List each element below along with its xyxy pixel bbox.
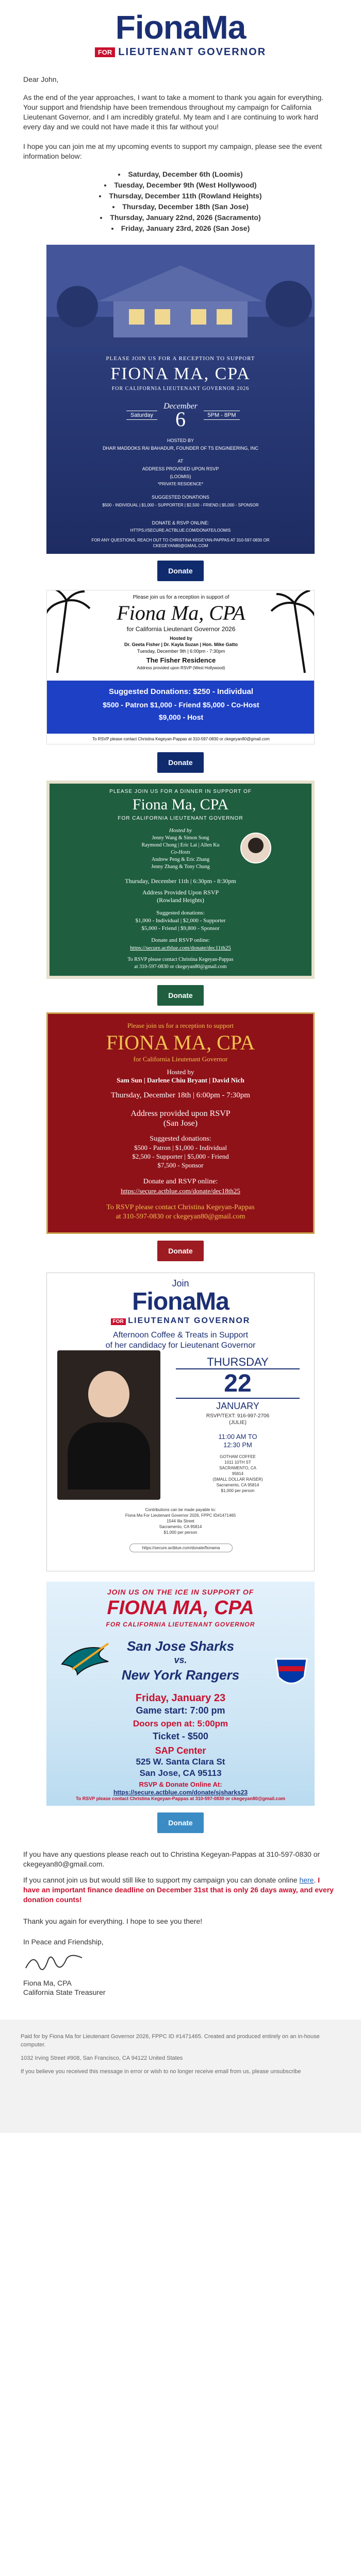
flyer4-office: for California Lieutenant Governor: [133, 1055, 228, 1063]
flyer3-host-line: Jenny Wang & Simon Song: [152, 835, 209, 841]
flyer5-time1: 11:00 AM TO: [218, 1433, 257, 1440]
flyer3-datetime: Thursday, December 11th | 6:30pm - 8:30pm: [125, 877, 236, 885]
flyer3-name: Fiona Ma, CPA: [132, 796, 229, 813]
flyer4-levels-label: Suggested donations:: [150, 1135, 211, 1143]
flyer2-hosted-by: Hosted by: [170, 636, 192, 641]
flyer6-rsvp-label: RSVP & Donate Online At:: [139, 1781, 222, 1788]
donate-here-link[interactable]: here: [299, 1876, 314, 1884]
signoff-text: In Peace and Friendship,: [23, 1938, 104, 1946]
event-item: • Thursday, December 11th (Rowland Heights): [0, 191, 361, 201]
flyer6-invite: JOIN US ON THE ICE IN SUPPORT OF: [107, 1588, 254, 1596]
flyer6-contact2: 310-597-0830 or ckegeyan80@gmail.com: [195, 1796, 286, 1801]
flyer4-hosted-by: Hosted by: [167, 1068, 194, 1076]
flyer5-contrib: Contributions can be made payable to:: [145, 1507, 216, 1512]
cannot-join-pre: If you cannot join us but would still like to support my campaign you can donate online: [23, 1876, 300, 1884]
flyer2-address: Address provided upon RSVP (West Hollywood): [137, 666, 225, 670]
logo-for-badge: FOR: [95, 47, 115, 57]
flyer4-invite: Please join us for a reception to support: [127, 1022, 234, 1029]
flyer-sacramento: [46, 1273, 315, 1571]
flyer4-levels2: $2,500 - Supporter | $5,000 - Friend: [132, 1153, 229, 1160]
flyer2-donation-line3: $9,000 - Host: [158, 713, 204, 721]
flyer3-host-line: Andrew Peng & Eric Zhang: [151, 857, 210, 862]
flyer4-name: FIONA MA, CPA: [106, 1031, 255, 1054]
flyer-west-hollywood: [46, 590, 315, 744]
flyer1-day: 6: [175, 408, 186, 431]
flyer3-host-line: Raymond Chong | Eric Lai | Allen Ku: [141, 842, 220, 848]
greeting: Dear John,: [23, 75, 59, 83]
flyer2-rsvp: To RSVP please contact Christina Kegeyan-Pappas at 310-597-0830 or ckegeyan80@gmail.com: [47, 734, 315, 744]
event-item: • Friday, January 23rd, 2026 (San Jose): [0, 223, 361, 234]
flyer1-contact: FOR ANY QUESTIONS, REACH OUT TO CHRISTINA KEGEYAN-PAPPAS AT 310-597-0830 OR CKEGEYAN80@GMAIL.COM: [91, 538, 270, 548]
flyer1-at: AT: [177, 459, 184, 464]
flyer2-donations-line1-wrap: [47, 687, 315, 696]
flyer1-rsvp-label: DONATE & RSVP ONLINE:: [152, 520, 209, 526]
signature-name: Fiona Ma, CPA: [23, 1979, 72, 1987]
flyer2-invite: Please join us for a reception in support of: [133, 595, 229, 600]
flyer1-month: December: [163, 402, 198, 411]
flyer1-address1: ADDRESS PROVIDED UPON RSVP: [142, 466, 219, 471]
flyer5-contrib4: Sacramento, CA 95814: [159, 1524, 202, 1529]
flyer1-name: FIONA MA, CPA: [110, 364, 251, 383]
flyer6-venue: SAP Center: [155, 1745, 206, 1756]
flyer4-contact2: at 310-597-0830 or ckegeyan80@gmail.com: [116, 1213, 245, 1221]
flyer2-donation-line1: $250 - Individual: [193, 687, 254, 696]
flyer3-address2: (Rowland Heights): [157, 896, 204, 904]
event-item: • Thursday, December 18th (San Jose): [0, 201, 361, 212]
flyer3-levels-label: Suggested donations:: [156, 910, 205, 916]
flyer5-event: Afternoon Coffee & Treats in Support: [112, 1331, 249, 1340]
fiona-portrait: [57, 1350, 160, 1500]
flyer1-host: DHAR MADDOKS RAI BAHADUR, FOUNDER OF TS ENGINEERING, INC: [103, 446, 258, 451]
flyer5-subtitle: [47, 1316, 314, 1326]
flyer1-weekday: Saturday: [126, 411, 157, 420]
email-footer: [0, 2020, 361, 2133]
flyer3-host-line: Jenny Zhang & Tony Chung: [151, 864, 210, 870]
rangers-logo-icon: [273, 1654, 309, 1690]
flyer5-venue1: GOTHAM COFFEE: [220, 1454, 256, 1459]
thanks-text: Thank you again for everything. I hope to see you there!: [23, 1917, 203, 1925]
flyer6-ticket: Ticket - $500: [153, 1731, 208, 1741]
flyer1-address2: (LOOMIS): [170, 474, 191, 479]
flyer1-note: *PRIVATE RESIDENCE*: [157, 482, 204, 486]
donate-button-3[interactable]: Donate: [157, 985, 204, 1006]
flyer5-for: FOR: [111, 1318, 126, 1325]
flyer6-contact: [46, 1796, 315, 1801]
fiona-portrait-avatar: [240, 833, 271, 863]
questions-text: If you have any questions please reach out to Christina Kegeyan-Pappas at 310-597-0830 or ckegeyan80@gmail.com.: [23, 1850, 320, 1868]
flyer6-contact1: To RSVP please contact Christina Kegeyan-Pappas at: [75, 1796, 194, 1801]
flyer5-contrib3: 1544 Illa Street: [167, 1519, 194, 1523]
flyer3-levels2: $5,000 - Friend | $9,800 - Sponsor: [141, 925, 220, 931]
flyer5-venue3: SACRAMENTO, CA: [219, 1466, 256, 1470]
flyer2-name: Fiona Ma, CPA: [117, 601, 245, 624]
flyer4-levels1: $500 - Patron | $1,000 - Individual: [134, 1144, 227, 1151]
flyer3-office: FOR CALIFORNIA LIEUTENANT GOVERNOR: [118, 816, 243, 821]
flyer5-venue5: (SMALL DOLLAR RAISER): [212, 1477, 263, 1482]
flyer5-rsvp: RSVP/TEXT: 916-997-2706: [206, 1413, 270, 1419]
flyer2-donation-line2: $500 - Patron $1,000 - Friend $5,000 - Co-Host: [103, 701, 259, 709]
flyer3-contact2: at 310-597-0830 or ckegeyan80@gmail.com: [134, 964, 227, 970]
flyer5-event2: of her candidacy for Lieutenant Governor: [105, 1341, 256, 1350]
intro-paragraph-1: As the end of the year approaches, I want to take a moment to thank you again for everything. Your support and friendship have been tremendous throughout my campaign for California Lieutenant Governor, and I am incredibly grateful. My team and I are continuing to work hard every day and we could not have made it this far without you!: [23, 93, 324, 131]
intro-paragraph-2: I hope you can join me at my upcoming events to support my campaign, please see the event information below:: [23, 142, 322, 160]
flyer4-address2: (San Jose): [163, 1119, 198, 1128]
flyer-san-jose-december: [46, 1012, 315, 1234]
flyer2-venue: The Fisher Residence: [146, 656, 216, 664]
flyer1-office: FOR CALIFORNIA LIEUTENANT GOVERNOR 2026: [111, 386, 250, 392]
flyer6-team1: San Jose Sharks: [126, 1638, 235, 1654]
flyer1-hosted-label: HOSTED BY: [167, 438, 194, 443]
flyer2-donations-title: Suggested Donations:: [108, 687, 191, 696]
signature-image: [23, 1950, 85, 1976]
event-item: • Thursday, January 22nd, 2026 (Sacramento): [0, 212, 361, 223]
flyer5-name: FionaMa: [132, 1288, 229, 1315]
footer-address: 1032 Irving Street #908, San Francisco, CA 94122 United States: [21, 2055, 183, 2061]
flyer1-levels-label: SUGGESTED DONATIONS: [152, 495, 209, 500]
flyer3-rsvp-link: https://secure.actblue.com/donate/dec11th25: [130, 945, 231, 951]
cannot-join-post: .: [314, 1876, 318, 1884]
flyer5-time2: 12:30 PM: [223, 1441, 252, 1449]
flyer6-vs: vs.: [174, 1655, 187, 1665]
footer-unsubscribe[interactable]: If you believe you received this message in error or wish to no longer receive email from us, please unsubscribe: [21, 2069, 301, 2075]
flyer6-street: 525 W. Santa Clara St: [136, 1757, 225, 1767]
event-item: • Saturday, December 6th (Loomis): [0, 169, 361, 180]
logo-subtitle: [95, 46, 266, 58]
flyer6-game-start: Game start: 7:00 pm: [136, 1705, 225, 1716]
flyer1-levels: $500 - INDIVIDUAL | $1,000 - SUPPORTER | $2,500 - FRIEND | $5,000 - SPONSOR: [102, 503, 259, 507]
flyer3-levels1: $1,000 - Individual | $2,000 - Supporter: [135, 918, 226, 924]
flyer5-contrib5: $1,000 per person: [163, 1530, 198, 1535]
flyer1-rsvp-link: HTTPS://SECURE.ACTBLUE.COM/DONATE/LOOMIS: [130, 528, 231, 533]
flyer4-rsvp-label: Donate and RSVP online:: [143, 1178, 218, 1185]
flyer5-day: 22: [176, 1368, 300, 1399]
flyer1-time: 5PM - 8PM: [204, 411, 240, 420]
flyer5-venue6: Sacramento, CA 95814: [216, 1483, 259, 1487]
flyer3-address1: Address Provided Upon RSVP: [142, 889, 219, 896]
flyer3-invite: PLEASE JOIN US FOR A DINNER IN SUPPORT OF: [109, 789, 252, 794]
flyer5-venue4: 95814: [232, 1471, 244, 1476]
campaign-logo: [0, 9, 361, 58]
flyer-loomis: [46, 245, 315, 554]
flyer5-office: LIEUTENANT GOVERNOR: [128, 1316, 251, 1325]
flyer6-doors: Doors open at: 5:00pm: [133, 1719, 228, 1728]
flyer2-datetime: Tuesday, December 9th | 6:00pm - 7:30pm: [137, 649, 225, 654]
flyer4-hosts: Sam Sun | Darlene Chiu Bryant | David Nich: [117, 1076, 244, 1084]
flyer6-team2: New York Rangers: [121, 1667, 240, 1683]
donate-button-4[interactable]: Donate: [157, 1241, 204, 1261]
flyer4-levels3: $7,500 - Sponsor: [157, 1161, 204, 1169]
flyer5-venue2: 1011 10TH ST: [224, 1460, 251, 1465]
flyer3-rsvp-label: Donate and RSVP online:: [151, 937, 210, 943]
flyer5-month: JANUARY: [216, 1401, 259, 1411]
event-item: • Tuesday, December 9th (West Hollywood): [0, 180, 361, 191]
flyer5-weekday: THURSDAY: [207, 1355, 269, 1368]
flyer6-city: San Jose, CA 95113: [139, 1768, 222, 1778]
flyer4-rsvp-link: https://secure.actblue.com/donate/dec18th25: [121, 1187, 240, 1195]
flyer2-hosts: Dr. Geeta Fisher | Dr. Kayla Suzan | Hon. Mike Gatto: [124, 642, 238, 647]
flyer5-venue7: $1,000 per person: [221, 1488, 255, 1493]
flyer4-address1: Address provided upon RSVP: [130, 1109, 231, 1118]
flyer6-date: Friday, January 23: [135, 1692, 226, 1704]
logo-name: FionaMa: [115, 9, 246, 46]
flyer5-contrib2: Fiona Ma For Lieutenant Governor 2026, FPPC ID#1471465: [125, 1513, 236, 1518]
flyer4-datetime: Thursday, December 18th | 6:00pm - 7:30pm: [111, 1091, 250, 1099]
donate-button-2[interactable]: Donate: [157, 752, 204, 773]
flyer6-office: FOR CALIFORNIA LIEUTENANT GOVERNOR: [106, 1621, 255, 1628]
logo-office: LIEUTENANT GOVERNOR: [118, 46, 267, 58]
donate-button-1[interactable]: Donate: [157, 561, 204, 581]
signature-title: California State Treasurer: [23, 1988, 106, 1996]
flyer3-contact1: To RSVP please contact Christina Kegeyan-Pappas: [127, 957, 234, 962]
cannot-join-text: [23, 1875, 338, 1905]
house-image: [46, 245, 315, 348]
flyer5-rsvp2: (JULIE): [229, 1420, 247, 1426]
footer-paid-for: Paid for by Fiona Ma for Lieutenant Governor 2026, FPPC ID #1471465. Created and produced entirely on an in-house computer.: [21, 2033, 320, 2048]
flyer2-office: for California Lieutenant Governor 2026: [126, 625, 236, 633]
event-list: [0, 169, 361, 234]
flyer5-donate-link: https://secure.actblue.com/donate/fionama: [129, 1544, 233, 1552]
flyer3-host-line: Co-Hosts: [171, 850, 190, 855]
flyer6-name: FIONA MA, CPA: [107, 1597, 254, 1619]
flyer1-invite: PLEASE JOIN US FOR A RECEPTION TO SUPPORT: [106, 355, 255, 362]
flyer3-hosted-by: Hosted by: [169, 827, 192, 834]
finance-deadline-text: I have an important finance deadline on December 31st that is only 26 days away, and every donation counts!: [23, 1876, 334, 1904]
flyer-sharks-game: [46, 1582, 315, 1806]
flyer-rowland-heights: [46, 781, 315, 979]
flyer4-contact1: To RSVP please contact Christina Kegeyan-Pappas: [106, 1204, 255, 1211]
flyer6-rsvp-link: https://secure.actblue.com/donate/sjsharks23: [113, 1789, 248, 1796]
flyer5-join: Join: [172, 1278, 189, 1289]
donate-button-5[interactable]: Donate: [157, 1812, 204, 1833]
